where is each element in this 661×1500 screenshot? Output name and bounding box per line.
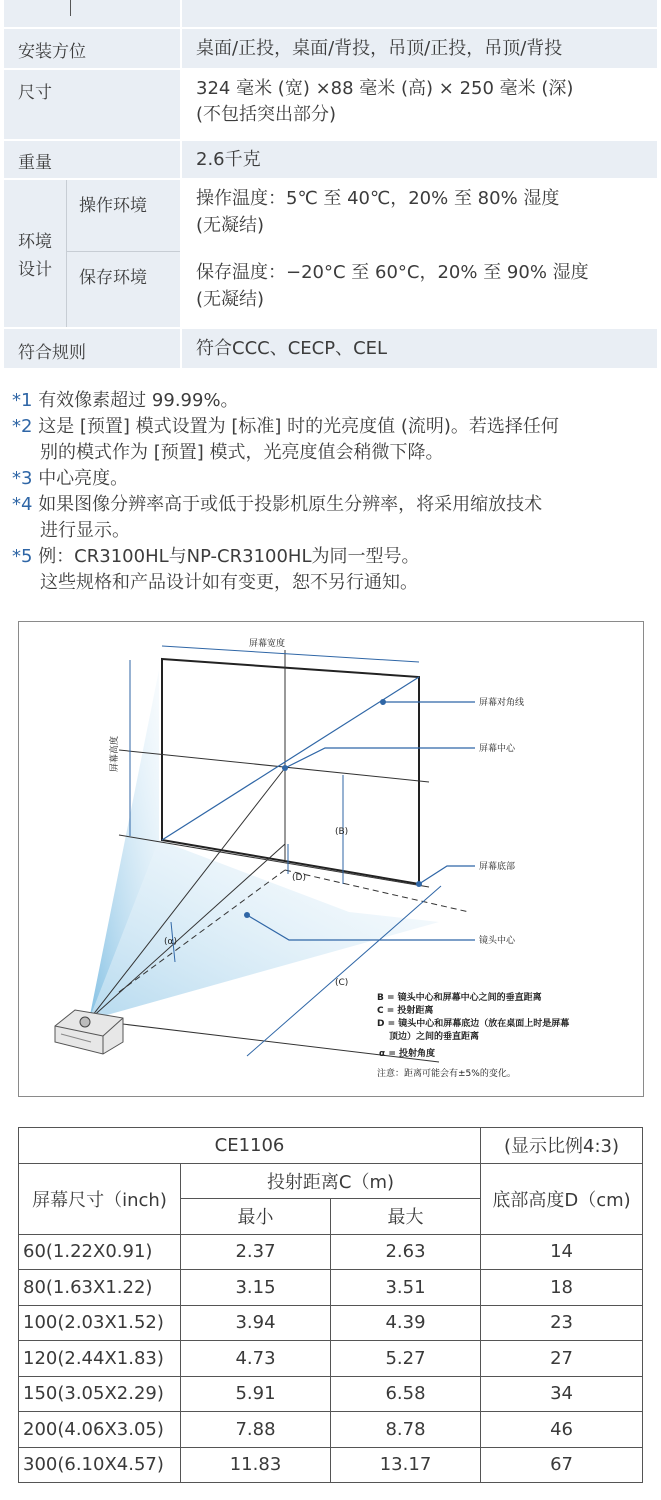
model-name: CE1106 [19,1128,481,1164]
note-4: *4 如果图像分辨率高于或低于投影机原生分辨率，将采用缩放技术 [12,494,543,515]
label-c: (C) [335,978,349,988]
aspect-ratio: (显示比例4:3) [481,1128,643,1164]
projection-diagram [18,621,644,1097]
legend-d2: 顶边）之间的垂直距离 [389,1032,480,1042]
label-screen-width: 屏幕宽度 [249,639,286,649]
op-value-line2: (无凝结) [196,215,265,236]
store-value-line2: (无凝结) [196,289,265,310]
col-screen-size: 屏幕尺寸（inch) [19,1163,181,1234]
label-b: (B) [335,827,349,837]
note-4-cont: 进行显示。 [40,520,130,541]
size-value-line2: (不包括突出部分) [196,104,337,125]
col-min: 最小 [181,1199,331,1235]
diagram-note: 注意：距离可能会有±5%的变化。 [377,1069,516,1079]
table-header-row [19,1163,643,1199]
spec-row-partial [4,0,657,27]
comply-label: 符合规则 [18,343,86,363]
table-row: 60(1.22X0.91) 2.37 2.63 14 [19,1234,643,1270]
note-2: *2 这是 [预置] 模式设置为 [标准] 时的光亮度值 (流明)。若选择任何 [12,416,559,437]
op-value-line1: 操作温度：5℃ 至 40℃，20% 至 80% 湿度 [196,188,560,209]
table-row: 100(2.03X1.52) 3.94 4.39 23 [19,1305,643,1341]
install-value: 桌面/正投，桌面/背投，吊顶/正投，吊顶/背投 [196,38,563,59]
table-row: 80(1.63X1.22) 3.15 3.51 18 [19,1270,643,1306]
table-row: 200(4.06X3.05) 7.88 8.78 46 [19,1412,643,1448]
spec-row-weight [4,141,657,178]
col-throw-distance: 投射距离C（m) [181,1163,481,1199]
screen-frame [162,659,419,884]
store-label: 保存环境 [79,268,147,288]
throw-distance-table [18,1127,643,1483]
projector-icon [55,1010,123,1054]
note-6: 这些规格和产品设计如有变更，恕不另行通知。 [40,572,418,593]
label-diagonal: 屏幕对角线 [479,698,525,708]
spec-row-install [4,29,657,68]
label-d: (D) [292,873,306,883]
env-op-cell [66,180,180,251]
label-center: 屏幕中心 [479,744,516,754]
env-label-line1: 环境 [18,232,52,252]
env-store-cell [66,252,180,327]
label-alpha: (α) [164,937,177,947]
label-bottom: 屏幕底部 [479,862,516,872]
note-5: *5 例：CR3100HL与NP-CR3100HL为同一型号。 [12,546,420,567]
col-max: 最大 [331,1199,481,1235]
col-bottom-height: 底部高度D（cm) [481,1163,643,1234]
diagram-svg [19,622,643,1096]
weight-label: 重量 [18,153,52,173]
op-label: 操作环境 [79,196,147,216]
size-label: 尺寸 [18,83,52,103]
comply-value: 符合CCC、CECP、CEL [196,338,388,359]
table-row: 300(6.10X4.57) 11.83 13.17 67 [19,1447,643,1483]
table-row: 150(3.05X2.29) 5.91 6.58 34 [19,1376,643,1412]
note-3: *3 中心亮度。 [12,468,129,489]
spec-row-compliance [4,329,657,368]
label-lens-center: 镜头中心 [479,936,516,946]
label-screen-height: 屏幕高度 [110,735,120,772]
legend-b: B = 镜头中心和屏幕中心之间的垂直距离 [377,993,542,1003]
size-value-line1: 324 毫米 (宽) ×88 毫米 (高) × 250 毫米 (深) [196,78,574,99]
store-value-line1: 保存温度：−20°C 至 60°C，20% 至 90% 湿度 [196,262,589,283]
weight-value: 2.6千克 [196,149,261,170]
spec-row-environment [4,180,657,327]
env-label-line2: 设计 [18,260,52,280]
table-title-row [19,1128,643,1164]
spec-row-size [4,70,657,139]
note-2-cont: 别的模式作为 [预置] 模式，光亮度值会稍微下降。 [40,442,444,463]
note-1: *1 有效像素超过 99.99%。 [12,390,239,411]
legend-alpha: α = 投射角度 [379,1049,435,1059]
table-row: 120(2.44X1.83) 4.73 5.27 27 [19,1341,643,1377]
legend-c: C = 投射距离 [377,1006,434,1016]
install-label: 安装方位 [18,42,86,62]
legend-d1: D = 镜头中心和屏幕底边（放在桌面上时是屏幕 [377,1019,570,1029]
